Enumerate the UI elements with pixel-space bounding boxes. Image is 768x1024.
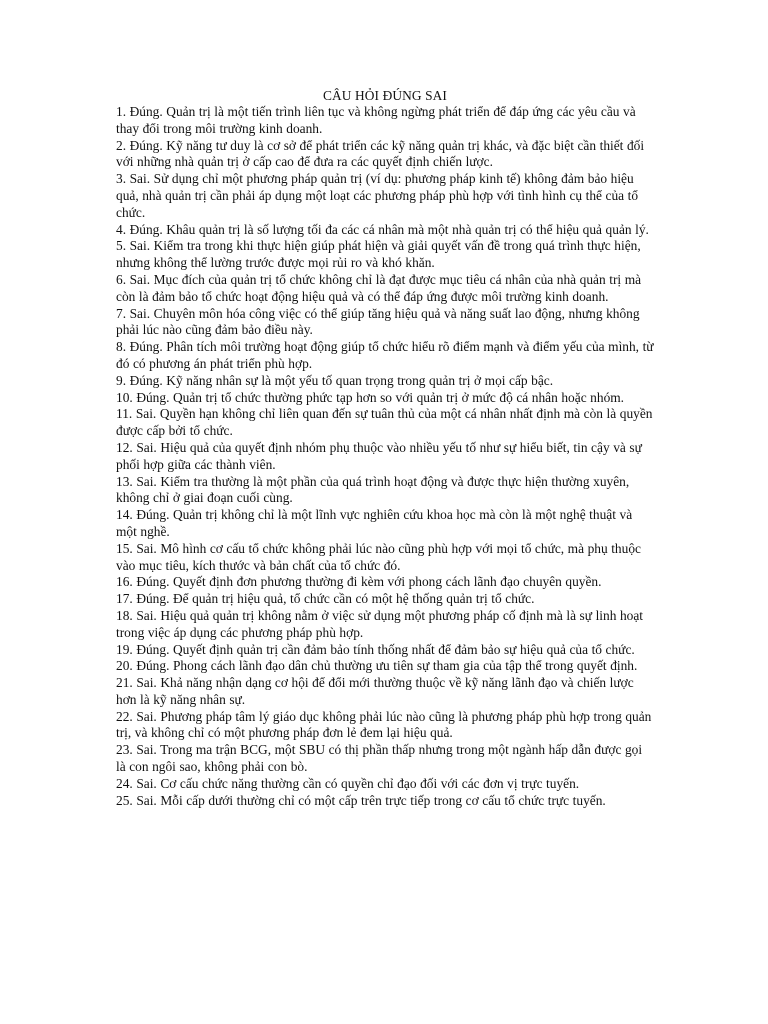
answer-label: Sai. bbox=[129, 171, 151, 187]
question-number: 14. bbox=[116, 507, 133, 523]
question-item bbox=[116, 339, 654, 373]
question-list bbox=[116, 104, 654, 809]
explanation-text: Mô hình cơ cấu tổ chức không phải lúc nào cũng phù hợp với mọi tổ chức, mà phụ thuộc vào mục tiêu, kích thước và bản chất của tổ chức đó. bbox=[116, 540, 641, 573]
question-number: 23. bbox=[116, 742, 133, 758]
answer-label: Sai. bbox=[136, 675, 157, 691]
explanation-text: Phương pháp tâm lý giáo dục không phải lúc nào cũng là phương pháp phù hợp trong quản trị, và không chỉ có một phương pháp đơn lẻ đem lại hiệu quả. bbox=[116, 708, 652, 741]
answer-label: Sai. bbox=[136, 792, 157, 808]
answer-label: Sai. bbox=[129, 238, 151, 254]
answer-label: Đúng. bbox=[136, 507, 170, 523]
question-item bbox=[116, 608, 654, 642]
question-number: 17. bbox=[116, 591, 133, 607]
answer-label: Đúng. bbox=[129, 339, 163, 355]
explanation-text: Hiệu quả quản trị không nằm ở việc sử dụng một phương pháp cố định mà là sự linh hoạt trong việc áp dụng các phương pháp phù hợp. bbox=[116, 607, 644, 640]
question-item bbox=[116, 272, 654, 306]
question-item bbox=[116, 742, 654, 776]
question-item bbox=[116, 306, 654, 340]
explanation-text: Kỹ năng nhân sự là một yếu tố quan trọng trong quản trị ở mọi cấp bậc. bbox=[166, 372, 554, 388]
explanation-text: Phân tích môi trường hoạt động giúp tổ chức hiểu rõ điểm mạnh và điểm yếu của mình, từ đó có phương án phát triển phù hợp. bbox=[116, 339, 654, 371]
explanation-text: Quản trị tổ chức thường phức tạp hơn so với quản trị ở mức độ cá nhân hoặc nhóm. bbox=[172, 389, 625, 405]
explanation-text: Phong cách lãnh đạo dân chủ thường ưu tiên sự tham gia của tập thể trong quyết định. bbox=[172, 658, 638, 674]
question-number: 7. bbox=[116, 305, 127, 321]
answer-label: Đúng. bbox=[136, 658, 170, 674]
question-number: 4. bbox=[116, 221, 127, 237]
explanation-text: Kiểm tra thường là một phần của quá trình hoạt động và được thực hiện thường xuyên, không chỉ ở giai đoạn cuối cùng. bbox=[116, 473, 630, 506]
question-number: 22. bbox=[116, 708, 133, 724]
explanation-text: Quản trị là một tiến trình liên tục và không ngừng phát triển để đáp ứng các yêu cầu và thay đổi trong môi trường kinh doanh. bbox=[116, 104, 636, 136]
question-number: 15. bbox=[116, 540, 133, 556]
explanation-text: Quyền hạn không chỉ liên quan đến sự tuân thủ của một cá nhân nhất định mà còn là quyền được cấp bởi tổ chức. bbox=[116, 406, 653, 439]
question-item bbox=[116, 474, 654, 508]
document-page bbox=[116, 88, 654, 809]
question-number: 6. bbox=[116, 271, 127, 287]
question-number: 25. bbox=[116, 792, 133, 808]
answer-label: Sai. bbox=[136, 708, 157, 724]
answer-label: Sai. bbox=[129, 305, 151, 321]
answer-label: Đúng. bbox=[136, 389, 170, 405]
answer-label: Đúng. bbox=[136, 641, 170, 657]
answer-label: Đúng. bbox=[129, 104, 163, 119]
question-item bbox=[116, 793, 654, 810]
question-item bbox=[116, 658, 654, 675]
question-item bbox=[116, 373, 654, 390]
question-item bbox=[116, 709, 654, 743]
question-item bbox=[116, 440, 654, 474]
explanation-text: Kiểm tra trong khi thực hiện giúp phát hiện và giải quyết vấn đề trong quá trình thực hiện, nhưng không thể lường trước được mọi rủi ro và khó khăn. bbox=[116, 238, 641, 271]
explanation-text: Khả năng nhận dạng cơ hội để đổi mới thường thuộc về kỹ năng lãnh đạo và chiến lược hơn là kỹ năng nhân sự. bbox=[116, 675, 634, 707]
document-title: CÂU HỎI ĐÚNG SAI bbox=[323, 88, 447, 103]
question-item bbox=[116, 574, 654, 591]
question-number: 13. bbox=[116, 473, 133, 489]
question-number: 18. bbox=[116, 607, 133, 623]
question-item bbox=[116, 238, 654, 272]
answer-label: Đúng. bbox=[129, 221, 163, 237]
question-number: 16. bbox=[116, 574, 133, 590]
answer-label: Đúng. bbox=[129, 137, 163, 153]
explanation-text: Quyết định đơn phương thường đi kèm với phong cách lãnh đạo chuyên quyền. bbox=[172, 574, 602, 590]
answer-label: Sai. bbox=[136, 540, 157, 556]
question-item bbox=[116, 104, 654, 138]
answer-label: Sai. bbox=[136, 775, 157, 791]
question-number: 11. bbox=[116, 406, 133, 422]
answer-label: Sai. bbox=[135, 406, 157, 422]
explanation-text: Cơ cấu chức năng thường cần có quyền chỉ đạo đối với các đơn vị trực tuyến. bbox=[160, 775, 580, 791]
question-item bbox=[116, 642, 654, 659]
question-item bbox=[116, 541, 654, 575]
answer-label: Sai. bbox=[136, 742, 157, 758]
explanation-text: Mục đích của quản trị tổ chức không chỉ là đạt được mục tiêu cá nhân của nhà quản trị mà còn là đảm bảo tổ chức hoạt động hiệu quả và có thể đáp ứng được môi trường kinh doanh. bbox=[116, 271, 642, 304]
question-number: 10. bbox=[116, 389, 133, 405]
question-item bbox=[116, 507, 654, 541]
question-number: 5. bbox=[116, 238, 127, 254]
answer-label: Đúng. bbox=[136, 591, 170, 607]
question-item bbox=[116, 776, 654, 793]
answer-label: Đúng. bbox=[136, 574, 170, 590]
question-item bbox=[116, 675, 654, 709]
answer-label: Sai. bbox=[136, 473, 157, 489]
question-number: 12. bbox=[116, 439, 133, 455]
question-number: 3. bbox=[116, 171, 127, 187]
explanation-text: Chuyên môn hóa công việc có thể giúp tăng hiệu quả và năng suất lao động, nhưng không phải lúc nào cũng đảm bảo điều này. bbox=[116, 305, 640, 338]
explanation-text: Quản trị không chỉ là một lĩnh vực nghiên cứu khoa học mà còn là một nghệ thuật và một nghề. bbox=[116, 507, 633, 539]
answer-label: Sai. bbox=[136, 607, 157, 623]
explanation-text: Kỹ năng tư duy là cơ sở để phát triển các kỹ năng quản trị khác, và đặc biệt cần thiết đối với những nhà quản trị ở cấp cao để đưa ra các quyết định chiến lược. bbox=[116, 137, 645, 170]
question-number: 1. bbox=[116, 104, 127, 119]
explanation-text: Để quản trị hiệu quả, tổ chức cần có một hệ thống quản trị tổ chức. bbox=[172, 591, 535, 607]
question-item bbox=[116, 138, 654, 172]
explanation-text: Sử dụng chỉ một phương pháp quản trị (ví dụ: phương pháp kinh tế) không đảm bảo hiệu quả, nhà quản trị cần phải áp dụng một loạt các phương pháp phù hợp với tình hình cụ thể của tổ chức. bbox=[116, 171, 639, 220]
answer-label: Sai. bbox=[129, 271, 151, 287]
question-item bbox=[116, 390, 654, 407]
question-number: 24. bbox=[116, 775, 133, 791]
question-item bbox=[116, 222, 654, 239]
question-number: 21. bbox=[116, 675, 133, 691]
question-number: 9. bbox=[116, 372, 127, 388]
explanation-text: Quyết định quản trị cần đảm bảo tính thống nhất để đảm bảo sự hiệu quả của tổ chức. bbox=[172, 641, 635, 657]
answer-label: Đúng. bbox=[129, 372, 163, 388]
question-item bbox=[116, 171, 654, 221]
explanation-text: Trong ma trận BCG, một SBU có thị phần thấp nhưng trong một ngành hấp dẫn được gọi là con ngôi sao, không phải con bò. bbox=[116, 742, 643, 775]
question-number: 8. bbox=[116, 339, 127, 355]
question-number: 2. bbox=[116, 137, 127, 153]
explanation-text: Hiệu quả của quyết định nhóm phụ thuộc vào nhiều yếu tố như sự hiểu biết, tin cậy và sự phối hợp giữa các thành viên. bbox=[116, 439, 642, 472]
answer-label: Sai. bbox=[136, 439, 157, 455]
question-item bbox=[116, 406, 654, 440]
question-number: 19. bbox=[116, 641, 133, 657]
question-number: 20. bbox=[116, 658, 133, 674]
explanation-text: Mỗi cấp dưới thường chỉ có một cấp trên trực tiếp trong cơ cấu tổ chức trực tuyến. bbox=[160, 792, 606, 808]
question-item bbox=[116, 591, 654, 608]
explanation-text: Khâu quản trị là số lượng tối đa các cá nhân mà một nhà quản trị có thể hiệu quả quản lý. bbox=[166, 221, 649, 237]
